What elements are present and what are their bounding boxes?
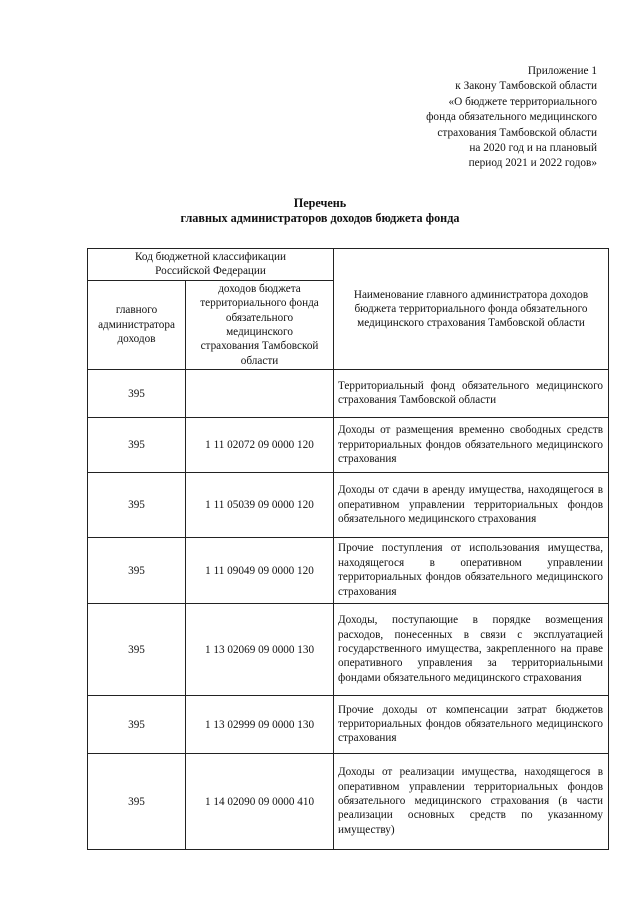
header-code-group: Код бюджетной классификации Российской Федерации — [88, 249, 334, 281]
page-title — [0, 196, 640, 226]
revenue-name-cell: Доходы от размещения временно свободных средств территориальных фондов обязательного медицинского страхования — [334, 418, 609, 473]
table-row — [88, 754, 609, 850]
appendix-line: к Закону Тамбовской области — [455, 80, 597, 93]
revenue-code-cell: 1 13 02999 09 0000 130 — [186, 696, 334, 754]
revenue-code-cell: 1 11 05039 09 0000 120 — [186, 473, 334, 538]
revenue-name-cell: Доходы, поступающие в порядке возмещения расходов, понесенных в связи с эксплуатацией государственного имущества, закрепленного на праве оперативного управления за территориальными фондами обязательного медицинского страхования — [334, 604, 609, 696]
appendix-line: Приложение 1 — [527, 65, 597, 77]
title-line-2: главных администраторов доходов бюджета фонда — [180, 211, 460, 225]
admin-code-cell: 395 — [88, 604, 186, 696]
admin-code-cell: 395 — [88, 370, 186, 418]
revenue-name-cell: Доходы от сдачи в аренду имущества, находящегося в оперативном управлении территориальных фондов обязательного медицинского страхования — [334, 473, 609, 538]
header-name: Наименование главного администратора доходов бюджета территориального фонда обязательного медицинского страхования Тамбовской области — [334, 249, 609, 370]
revenue-name-cell: Прочие поступления от использования имущества, находящегося в оперативном управлении территориальных фондов обязательного медицинского страхования — [334, 538, 609, 604]
table-row — [88, 370, 609, 418]
revenue-name-cell: Территориальный фонд обязательного медицинского страхования Тамбовской области — [334, 370, 609, 418]
revenue-name-cell: Доходы от реализации имущества, находящегося в оперативном управлении территориальных фондов обязательного медицинского страхования (в части реализации основных средств по указанному имуществу) — [334, 754, 609, 850]
table-row — [88, 418, 609, 473]
table-row — [88, 696, 609, 754]
revenue-code-cell — [186, 370, 334, 418]
revenue-code-cell: 1 11 09049 09 0000 120 — [186, 538, 334, 604]
header-revenue: доходов бюджета территориального фонда обязательного медицинского страхования Тамбовской области — [186, 280, 334, 369]
revenue-name-cell: Прочие доходы от компенсации затрат бюджетов территориальных фондов обязательного медицинского страхования — [334, 696, 609, 754]
table-row — [88, 604, 609, 696]
title-line-1: Перечень — [293, 196, 347, 210]
appendix-line: страхования Тамбовской области — [437, 126, 597, 139]
appendix-line: период 2021 и 2022 годов» — [468, 157, 597, 170]
appendix-note — [426, 64, 597, 172]
admin-code-cell: 395 — [88, 418, 186, 473]
revenue-administrators-table — [87, 248, 609, 850]
admin-code-cell: 395 — [88, 538, 186, 604]
appendix-line: «О бюджете территориального — [448, 95, 597, 108]
appendix-line: на 2020 год и на плановый — [469, 142, 597, 155]
admin-code-cell: 395 — [88, 696, 186, 754]
table-row — [88, 538, 609, 604]
revenue-code-cell: 1 14 02090 09 0000 410 — [186, 754, 334, 850]
admin-code-cell: 395 — [88, 473, 186, 538]
appendix-line: фонда обязательного медицинского — [426, 111, 597, 124]
revenue-code-cell: 1 11 02072 09 0000 120 — [186, 418, 334, 473]
revenue-code-cell: 1 13 02069 09 0000 130 — [186, 604, 334, 696]
header-admin: главного администратора доходов — [88, 280, 186, 369]
admin-code-cell: 395 — [88, 754, 186, 850]
header-row-1 — [88, 249, 609, 281]
table-row — [88, 473, 609, 538]
